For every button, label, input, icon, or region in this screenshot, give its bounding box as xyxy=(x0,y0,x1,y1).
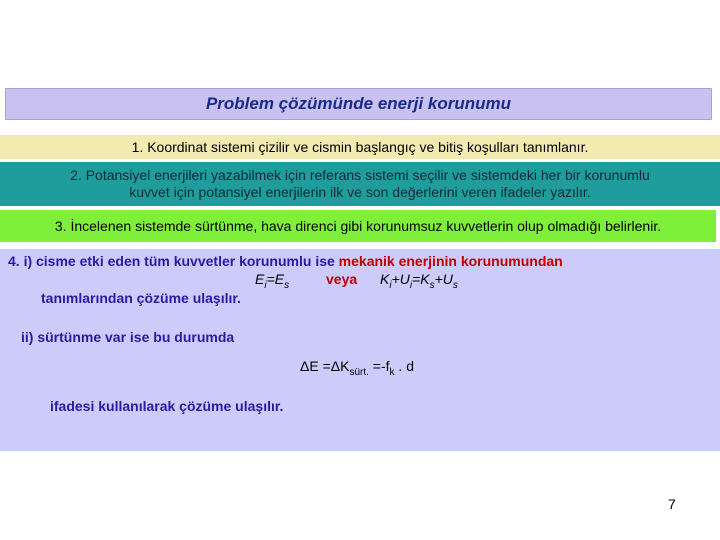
step-2-line-2: kuvvet için potansiyel enerjilerin ilk ve son değerlerini veren ifadeler yazılır. xyxy=(129,184,591,200)
step-3: 3. İncelenen sistemde sürtünme, hava direnci gibi korunumsuz kuvvetlerin olup olmadığı belirlenir. xyxy=(0,210,716,242)
energy-equation-1: $E_i=E_s$ xyxy=(255,271,290,291)
step-4-part-ii: ii) sürtünme var ise bu durumda xyxy=(21,329,235,345)
page-number: 7 xyxy=(668,496,676,512)
slide-title: Problem çözümünde enerji korunumu xyxy=(5,88,712,120)
or-word: veya xyxy=(326,271,358,287)
energy-equation-2: $K_i+U_i=K_s+U_s$ xyxy=(380,271,458,291)
step-4 xyxy=(0,249,720,451)
step-4-final: ifadesi kullanılarak çözüme ulaşılır. xyxy=(50,398,284,414)
step-1: 1. Koordinat sistemi çizilir ve cismin başlangıç ve bitiş koşulları tanımlanır. xyxy=(0,135,720,159)
step-4-condition: tüm kuvvetler korunumlu ise xyxy=(144,253,339,269)
energy-equation-3: $\Delta E =\Delta K_{sürt.} =-f_k$ . d xyxy=(300,358,414,378)
step-4-line-1 xyxy=(8,253,563,269)
step-2 xyxy=(0,162,720,206)
step-4-conclusion: tanımlarından çözüme ulaşılır. xyxy=(41,290,241,306)
step-4-intro: 4. i) cisme etki eden xyxy=(8,253,145,269)
step-4-conservation: mekanik enerjinin korunumundan xyxy=(338,253,563,269)
step-2-line-1: 2. Potansiyel enerjileri yazabilmek için referans sistemi seçilir ve sistemdeki her bir korunumlu xyxy=(70,167,650,183)
